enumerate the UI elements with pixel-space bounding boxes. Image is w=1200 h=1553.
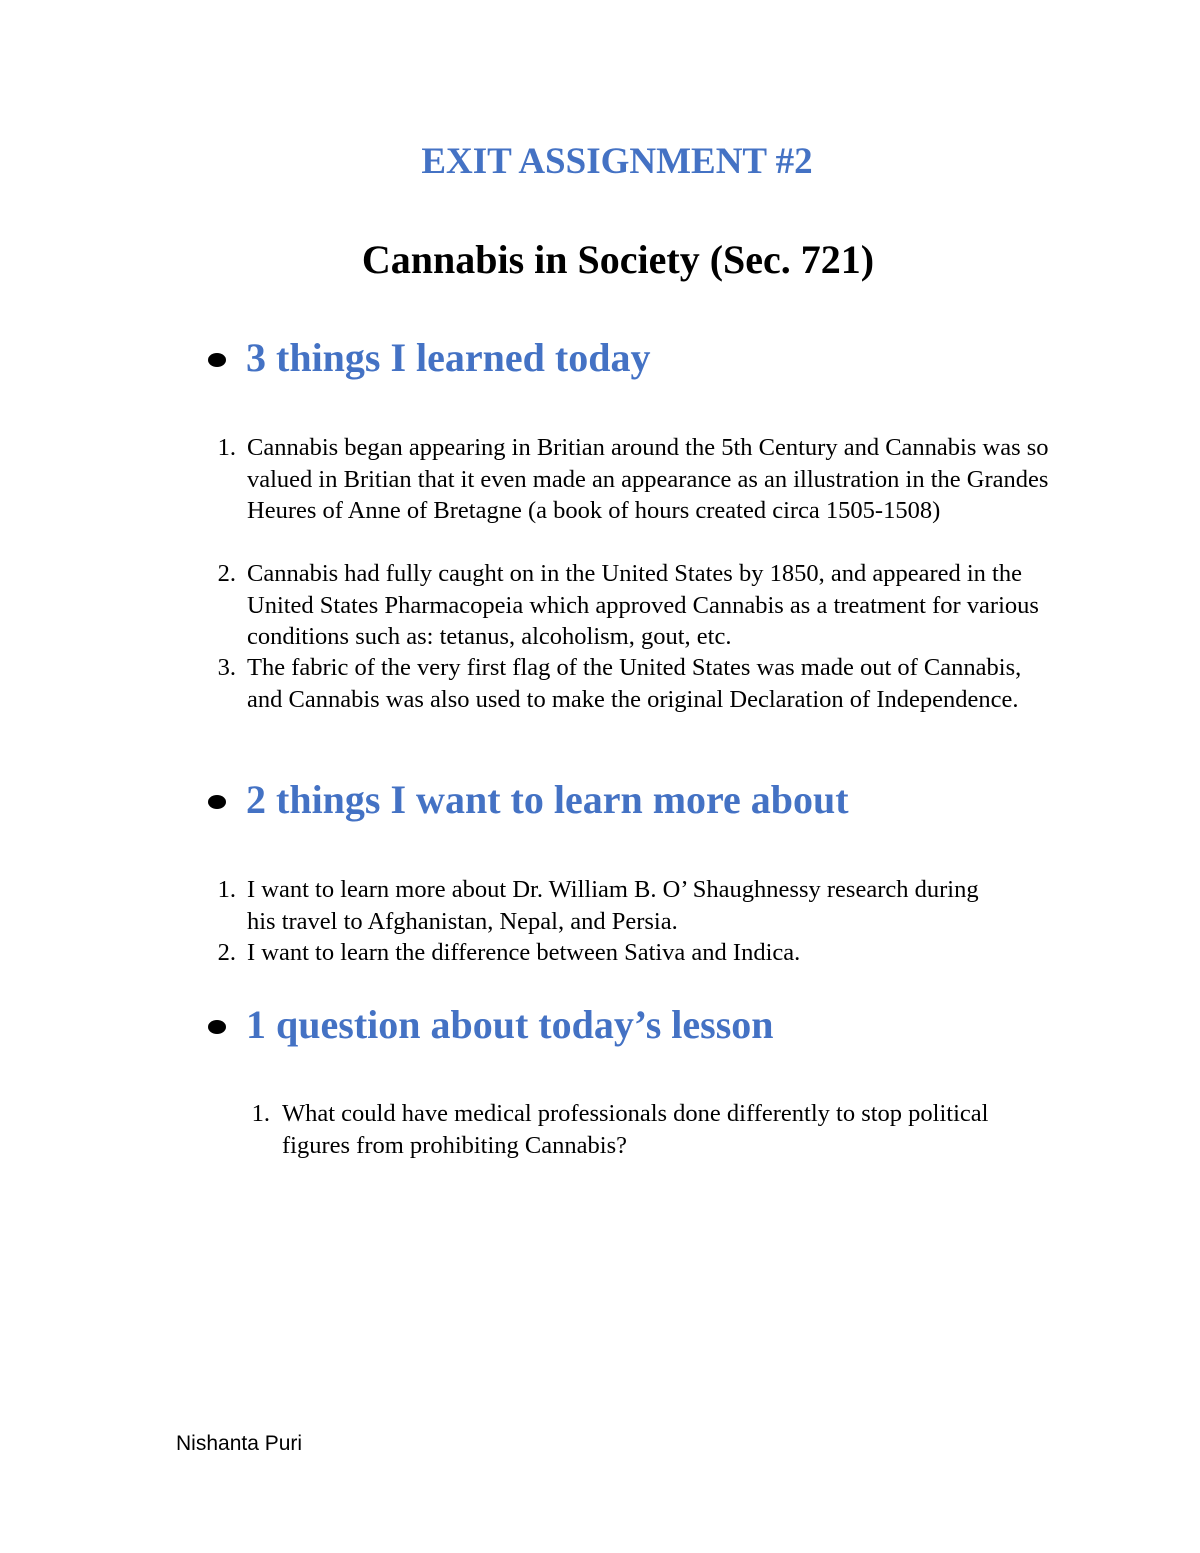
list-item	[206, 432, 1066, 558]
section-heading-learn-more	[208, 776, 968, 824]
bullet-icon	[208, 353, 226, 367]
learn-more-list	[206, 874, 1026, 969]
section-heading-text: 2 things I want to learn more about	[246, 777, 849, 822]
section-heading-text: 1 question about today’s lesson	[246, 1002, 774, 1047]
bullet-icon	[208, 795, 226, 809]
question-list	[240, 1098, 1020, 1161]
list-item	[206, 937, 1026, 969]
list-item-text: Cannabis had fully caught on in the United States by 1850, and appeared in the United States Pharmacopeia which approved Cannabis as a treatment for various conditions such as: tetanus, alcoholism, gout, etc.	[247, 560, 1039, 650]
footer-author-name: Nishanta Puri	[176, 1432, 303, 1455]
list-item-text: I want to learn more about Dr. William B. O’ Shaughnessy research during his travel to Afghanistan, Nepal, and Persia.	[247, 876, 979, 935]
list-item	[206, 652, 1066, 746]
list-item-number: 1.	[251, 1100, 270, 1127]
document-subtitle: Cannabis in Society (Sec. 721)	[361, 237, 875, 282]
bullet-icon	[208, 1020, 226, 1034]
list-item-text: The fabric of the very first flag of the United States was made out of Cannabis, and Cannabis was also used to make the original Declaration of Independence.	[247, 654, 1022, 713]
list-item-number: 2.	[217, 560, 236, 587]
list-item-text: Cannabis began appearing in Britian around the 5th Century and Cannabis was so valued in Britian that it even made an appearance as an illustration in the Grandes Heures of Anne of Bretagne (a book of hours created circa 1505-1508)	[247, 434, 1049, 524]
list-item	[240, 1098, 1020, 1161]
list-item	[206, 874, 1026, 937]
list-item-number: 2.	[217, 939, 236, 966]
section-heading-text: 3 things I learned today	[246, 335, 651, 380]
list-item-text: What could have medical professionals done differently to stop political figures from prohibiting Cannabis?	[282, 1100, 989, 1159]
list-item-number: 3.	[217, 654, 236, 681]
learned-list	[206, 432, 1066, 746]
list-item	[206, 558, 1066, 652]
section-heading-learned	[208, 334, 908, 382]
list-item-number: 1.	[217, 876, 236, 903]
list-item-text: I want to learn the difference between Sativa and Indica.	[247, 939, 801, 966]
list-item-number: 1.	[217, 434, 236, 461]
section-heading-question	[208, 1001, 908, 1049]
document-title: EXIT ASSIGNMENT #2	[421, 141, 813, 182]
